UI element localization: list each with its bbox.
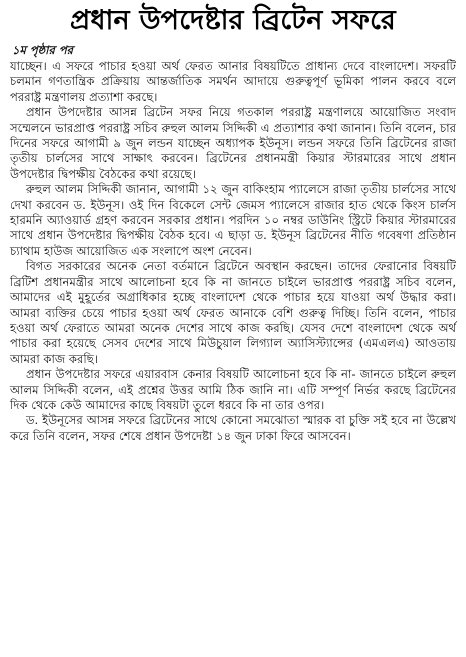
article-body <box>10 59 456 444</box>
continuation-label: ১ম পৃষ্ঠার পর <box>12 43 73 57</box>
article-headline: প্রধান উপদেষ্টার ব্রিটেন সফরে <box>70 5 396 36</box>
paragraph-3: রুহুল আলম সিদ্দিকী জানান, আগামী ১২ জুন বাকিংহাম প্যালেসে রাজা তৃতীয় চার্লসের সাথে দেখা করবেন ড. ইউনূস। ওই দিন বিকেলে সেন্ট জেমস প্যালেসে রাজার হাত থেকে কিংস চার্লস হারমনি অ্যাওয়ার্ড গ্রহণ করবেন সরকার প্রধান। পরদিন ১০ নম্বর ডাউনিং স্ট্রিটে কিয়ার স্টারমারের সাথে প্রধান উপদেষ্টার দ্বিপক্ষীয় বৈঠক হবে। এ ছাড়া ড. ইউনূস ব্রিটেনের নীতি গবেষণা প্রতিষ্ঠান চ্যাথাম হাউজ আয়োজিত এক সংলাপে অংশ নেবেন। <box>10 182 456 258</box>
paragraph-1: যাচ্ছেন। এ সফরে পাচার হওয়া অর্থ ফেরত আনার বিষয়টিতে প্রাধান্য দেবে বাংলাদেশ। সফরটি চলমান গণতান্ত্রিক প্রক্রিয়ায় আন্তর্জাতিক সমর্থন আদায়ে গুরুত্বপূর্ণ ভূমিকা পালন করবে বলে পররাষ্ট্র মন্ত্রণালয় প্রত্যাশা করছে। <box>10 59 456 104</box>
paragraph-6: ড. ইউনূসের আসন্ন সফরে ব্রিটেনের সাথে কোনো সমঝোতা স্মারক বা চুক্তি সই হবে না উল্লেখ করে তিনি বলেন, সফর শেষে প্রধান উপদেষ্টা ১৪ জুন ঢাকা ফিরে আসবেন। <box>10 413 456 443</box>
paragraph-2: প্রধান উপদেষ্টার আসন্ন ব্রিটেন সফর নিয়ে গতকাল পররাষ্ট্র মন্ত্রণালয়ে আয়োজিত সংবাদ সম্মেলনে ভারপ্রাপ্ত পররাষ্ট্র সচিব রুহুল আলম সিদ্দিকী এ প্রত্যাশার কথা জানান। তিনি বলেন, চার দিনের সফরে আগামী ৯ জুন লন্ডন যাচ্ছেন অধ্যাপক ইউনূস। লন্ডন সফরে তিনি ব্রিটেনের রাজা তৃতীয় চার্লসের সাথে সাক্ষাৎ করবেন। ব্রিটেনের প্রধানমন্ত্রী কিয়ার স্টারমারের সাথে প্রধান উপদেষ্টার দ্বিপক্ষীয় বৈঠকের কথা রয়েছে। <box>10 105 456 181</box>
paragraph-5: প্রধান উপদেষ্টার সফরে এয়ারবাস কেনার বিষয়টি আলোচনা হবে কি না- জানতে চাইলে রুহুল আলম সিদ্দিকী বলেন, এই প্রশ্নের উত্তর আমি ঠিক জানি না। এটি সম্পূর্ণ নির্ভর করছে ব্রিটেনের দিক থেকে কেউ আমাদের কাছে বিষয়টা তুলে ধরবে কি না তার ওপর। <box>10 367 456 412</box>
paragraph-4: বিগত সরকারের অনেক নেতা বর্তমানে ব্রিটেনে অবস্থান করছেন। তাদের ফেরানোর বিষয়টি ব্রিটিশ প্রধানমন্ত্রীর সাথে আলোচনা হবে কি না জানতে চাইলে ভারপ্রাপ্ত পররাষ্ট্র সচিব বলেন, আমাদের এই মুহূর্তের অগ্রাধিকার হচ্ছে বাংলাদেশ থেকে পাচার হয়ে যাওয়া অর্থ উদ্ধার করা। আমরা ব্যক্তির চেয়ে পাচার হওয়া অর্থ ফেরত আনাকে বেশি গুরুত্ব দিচ্ছি। তিনি বলেন, পাচার হওয়া অর্থ ফেরাতে আমরা অনেক দেশের সাথে কাজ করছি। যেসব দেশে বাংলাদেশ থেকে অর্থ পাচার করা হয়েছে সেসব দেশের সাথে মিউচুয়াল লিগ্যাল অ্যাসিস্ট্যান্সের (এমএলএ) আওতায় আমরা কাজ করছি। <box>10 259 456 366</box>
